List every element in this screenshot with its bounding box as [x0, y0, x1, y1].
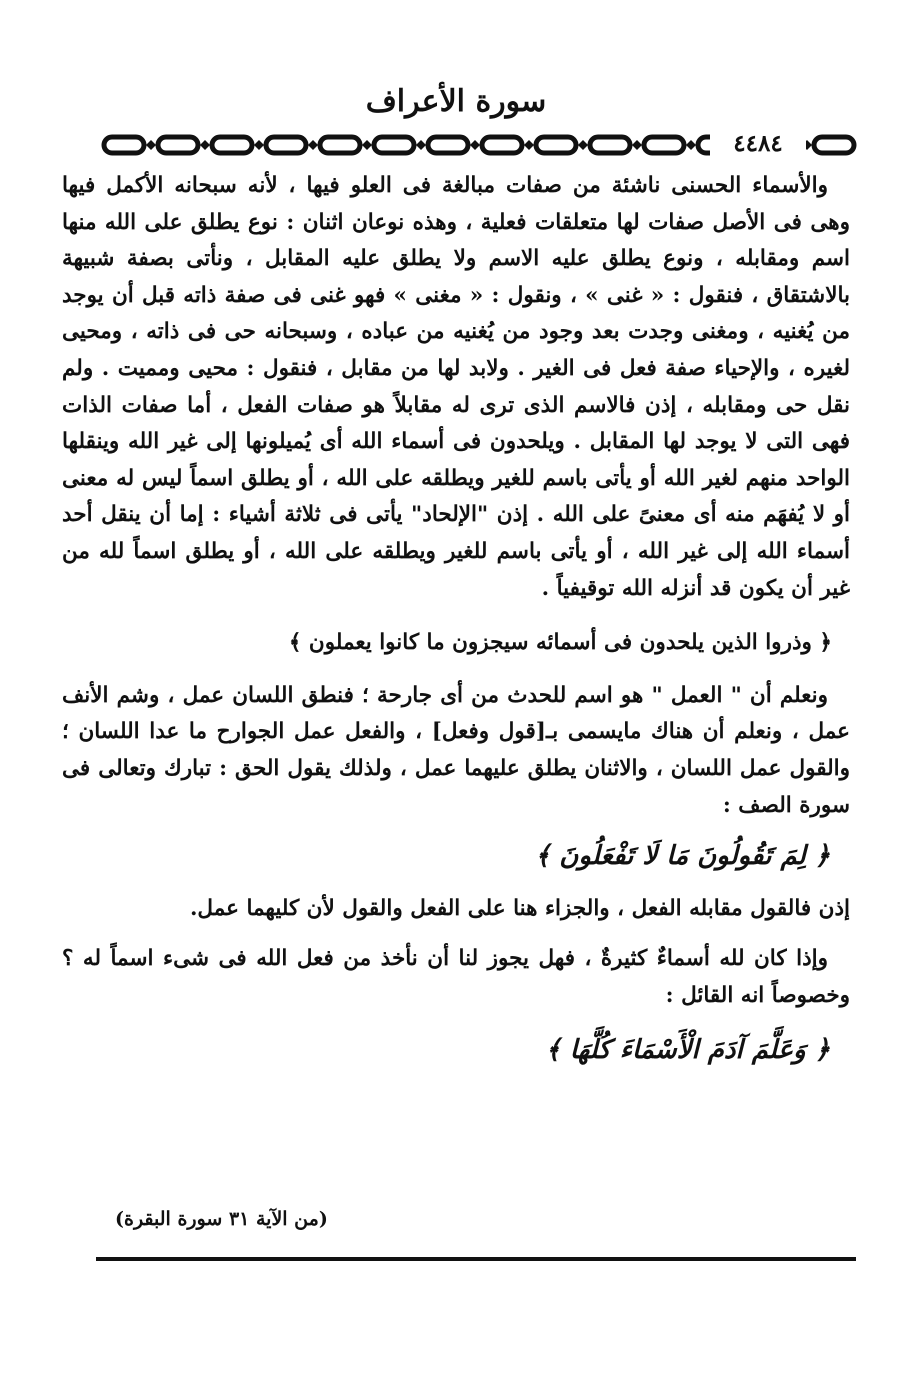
surah-title: سورة الأعراف [365, 84, 547, 119]
paragraph-asma-husna: والأسماء الحسنى ناشئة من صفات مبالغة فى العلو فيها ، لأنه سبحانه الأكمل فيها وهى فى الأصل صفات لها متعلقات فعلية ، وهذه نوعان اثنان : نوع يطلق على الله منها اسم ومقابله ، ونوع يطلق عليه الاسم ولا يطلق عليه المقابل ، ونأتى بصفة شبيهة بالاشتقاق ، فنقول : « غنى » ، ونقول : « مغنى » فهو غنى فى صفة ذاته قبل أن يوجد من يُغنيه ، ومغنى وجدت بعد وجود من يُغنيه من عباده ، وسبحانه حى فى ذاته ، ومحيى لغيره ، والإحياء صفة فعل فى الغير . ولابد لها من مقابل ، فنقول : محيى ومميت . ولم نقل حى ومقابله ، إذن فالاسم الذى ترى له مقابلاً هو صفات الفعل ، أما صفات الذات فهى التى لا يوجد لها المقابل . ويلحدون فى أسماء الله أى يُميلونها إلى غير الله وينقلها الواحد منهم لغير الله أو يأتى باسم للغير ويطلقه على الله ، أو يطلق اسماً ليس له معنى أو لا يُفهَم منه أى معنىً على الله . إذن "الإلحاد" يأتى فى ثلاثة أشياء : إما أن ينقل أحد أسماء الله إلى غير الله ، أو يأتى باسم للغير ويطلقه على الله ، أو يطلق اسماً لله من غير أن يكون قد أنزله الله توقيفياً . [62, 173, 850, 601]
paragraph-qawl-fil: إذن فالقول مقابله الفعل ، والجزاء هنا على الفعل والقول لأن كليهما عمل. [189, 895, 850, 921]
paragraph-asma-kathira: وإذا كان لله أسماءٌ كثيرةٌ ، فهل يجوز لنا أن نأخذ من فعل الله فى شىء اسماً له ؟ وخصوصاً انه القائل : [62, 946, 850, 1008]
quran-verse-lima-taqulun: ﴿ لِمَ تَقُولُونَ مَا لَا تَفْعَلُونَ ﴾ [534, 841, 830, 872]
ornamental-header-border [100, 128, 858, 162]
footer-rule [96, 1257, 856, 1261]
main-text [62, 168, 850, 1069]
quran-verse-wa-allama: ﴿ وَعَلَّمَ آدَمَ الْأَسْمَاءَ كُلَّهَا ﴾ [545, 1035, 830, 1066]
paragraph-amal: ونعلم أن " العمل " هو اسم للحدث من أى جارحة ؛ فنطق اللسان عمل ، وشم الأنف عمل ، ونعلم أن هناك مايسمى بـ[قول وفعل] ، والفعل عمل الجوارح ما عدا اللسان ؛ والقول عمل اللسان ، والاثنان يطلق عليهما عمل ، ولذلك يقول الحق : تبارك وتعالى فى سورة الصف : [62, 682, 850, 818]
page-number: ٤٤٨٤ [710, 129, 806, 159]
footnote: (من الآية ٣١ سورة البقرة) [115, 1208, 328, 1230]
quran-verse-wadharu: ﴿ وذروا الذين يلحدون فى أسمائه سيجزون ما كانوا يعملون ﴾ [288, 630, 832, 656]
